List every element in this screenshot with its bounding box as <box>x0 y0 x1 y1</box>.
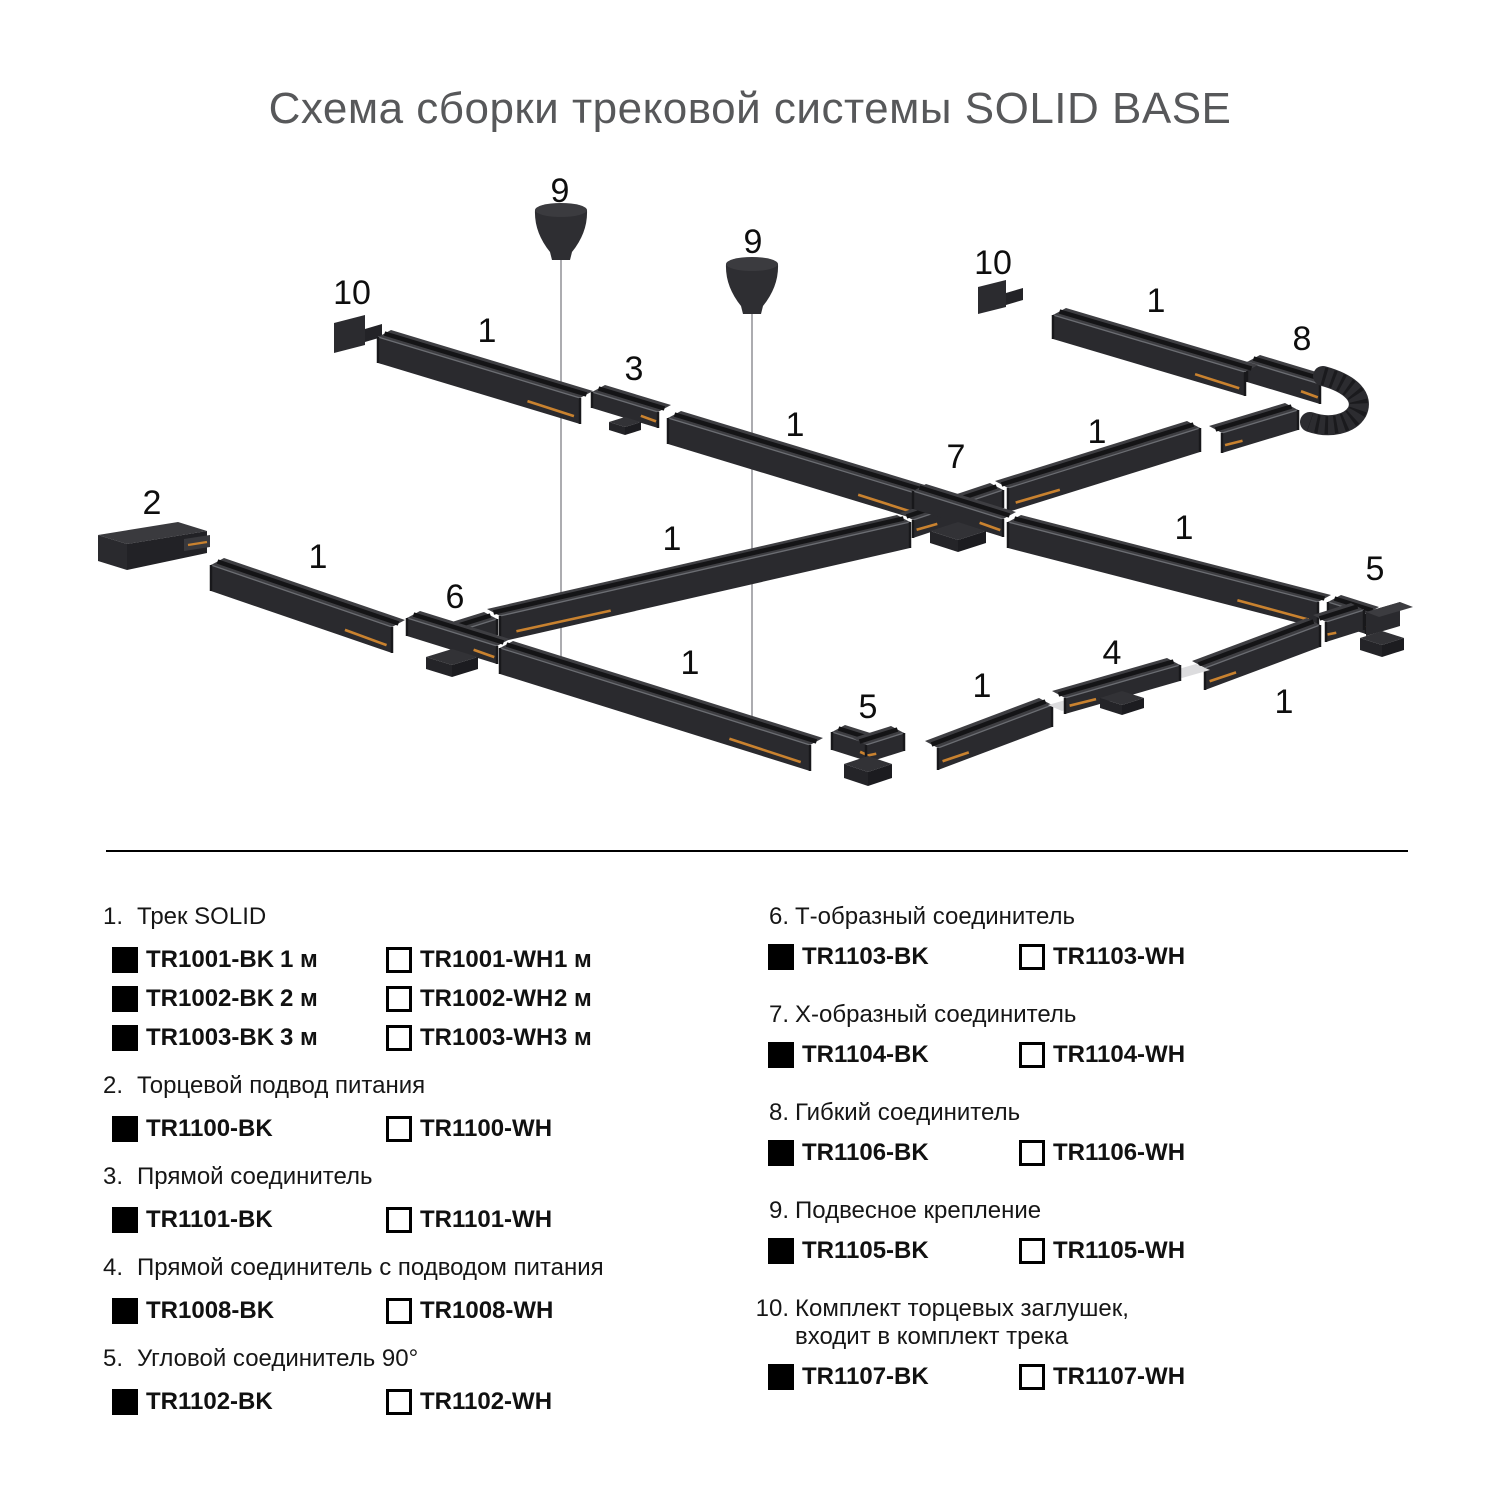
part-number: 7. <box>768 1001 789 1028</box>
product-code-bk: TR1001-BK <box>146 946 275 973</box>
part-heading <box>103 1254 723 1282</box>
color-swatch-white <box>386 986 412 1012</box>
color-swatch-white <box>386 1116 412 1142</box>
product-code-wh: TR1100-WH <box>420 1115 553 1142</box>
variant-row <box>750 1237 1430 1265</box>
part-item-6 <box>750 903 1430 971</box>
part-name-line2: входит в комплект трека <box>795 1323 1069 1350</box>
part-heading <box>750 903 1430 931</box>
product-code-wh: TR1107-WH <box>1053 1363 1186 1390</box>
variant-row <box>103 1388 723 1416</box>
color-swatch-black <box>112 1389 138 1415</box>
page-title: Схема сборки трековой системы SOLID BASE <box>268 84 1232 133</box>
product-code-wh: TR1104-WH <box>1053 1041 1186 1068</box>
diagram-part-number: 1 <box>477 312 497 350</box>
diagram-part-number: 10 <box>333 274 371 312</box>
variant-row <box>103 1297 723 1325</box>
color-swatch-black <box>112 1025 138 1051</box>
product-code-wh: TR1101-WH <box>420 1206 553 1233</box>
color-swatch-white <box>1019 1238 1045 1264</box>
color-swatch-white <box>386 1207 412 1233</box>
part-number: 9. <box>768 1197 789 1224</box>
color-swatch-black <box>768 944 794 970</box>
track-pieces <box>98 203 1413 786</box>
part-number: 4. <box>103 1254 124 1281</box>
part-heading <box>750 1099 1430 1127</box>
product-code-wh: TR1008-WH <box>420 1297 554 1324</box>
part-number: 10. <box>755 1295 789 1322</box>
color-swatch-black <box>112 1298 138 1324</box>
part-item-9 <box>750 1197 1430 1265</box>
part-heading <box>103 1163 723 1191</box>
part-heading <box>750 1001 1430 1029</box>
product-code-bk: TR1101-BK <box>146 1206 273 1233</box>
product-code-bk: TR1100-BK <box>146 1115 273 1142</box>
variant-row <box>103 946 723 974</box>
part-name-line1: Комплект торцевых заглушек, <box>795 1295 1129 1322</box>
product-code-bk: TR1107-BK <box>802 1363 929 1390</box>
part-name: Т-образный соединитель <box>795 903 1076 930</box>
diagram-part-number: 1 <box>1087 413 1107 451</box>
part-item-7 <box>750 1001 1430 1069</box>
part-heading <box>103 1345 723 1373</box>
color-swatch-black <box>768 1238 794 1264</box>
product-code-bk: TR1003-BK <box>146 1024 275 1051</box>
part-name: Угловой соединитель 90° <box>137 1345 419 1372</box>
diagram-part-number: 9 <box>550 172 570 210</box>
product-code-wh: TR1102-WH <box>420 1388 553 1415</box>
color-swatch-white <box>386 1389 412 1415</box>
part-number: 2. <box>103 1072 124 1099</box>
diagram-part-number: 1 <box>680 644 700 682</box>
diagram-part-number: 1 <box>972 667 992 705</box>
part-number: 1. <box>103 903 124 930</box>
part-name: Трек SOLID <box>137 903 267 930</box>
diagram-part-number: 2 <box>142 484 162 522</box>
color-swatch-white <box>1019 1042 1045 1068</box>
part-number: 5. <box>103 1345 124 1372</box>
product-code-wh: TR1002-WH <box>420 985 554 1012</box>
variant-row <box>750 943 1430 971</box>
diagram-part-number: 1 <box>662 520 682 558</box>
variant-row <box>750 1139 1430 1167</box>
diagram-part-number: 1 <box>308 538 328 576</box>
diagram-part-number: 1 <box>1274 683 1294 721</box>
part-heading <box>750 1197 1430 1225</box>
color-swatch-white <box>1019 1140 1045 1166</box>
color-swatch-white <box>386 1025 412 1051</box>
product-code-bk: TR1002-BK <box>146 985 275 1012</box>
color-swatch-white <box>386 1298 412 1324</box>
part-name: Прямой соединитель с подводом питания <box>137 1254 604 1281</box>
part-name: Подвесное крепление <box>795 1197 1042 1224</box>
diagram-part-number: 5 <box>1365 550 1385 588</box>
product-code-bk: TR1105-BK <box>802 1237 929 1264</box>
part-heading <box>103 1072 723 1100</box>
color-swatch-white <box>1019 944 1045 970</box>
parts-list-right <box>750 903 1430 1421</box>
diagram-part-number: 8 <box>1292 320 1312 358</box>
color-swatch-black <box>112 947 138 973</box>
track-length: 3 м <box>280 1024 318 1051</box>
diagram-part-number: 3 <box>624 350 644 388</box>
part-number: 6. <box>768 903 789 930</box>
diagram-part-number: 1 <box>1146 282 1166 320</box>
color-swatch-black <box>112 1116 138 1142</box>
diagram-part-number: 1 <box>1174 509 1194 547</box>
part-name: Гибкий соединитель <box>795 1099 1021 1126</box>
track-length: 1 м <box>280 946 318 973</box>
diagram-part-number: 10 <box>974 244 1012 282</box>
part-name: Торцевой подвод питания <box>137 1072 426 1099</box>
part-item-10 <box>750 1295 1430 1391</box>
color-swatch-black <box>768 1042 794 1068</box>
product-code-wh: TR1105-WH <box>1053 1237 1186 1264</box>
diagram-part-number: 7 <box>946 438 966 476</box>
variant-row <box>750 1041 1430 1069</box>
diagram-part-number: 5 <box>858 688 878 726</box>
part-item-5 <box>103 1345 723 1416</box>
part-name: Прямой соединитель <box>137 1163 373 1190</box>
color-swatch-black <box>112 986 138 1012</box>
variant-row <box>103 985 723 1013</box>
part-item-2 <box>103 1072 723 1143</box>
product-code-wh: TR1106-WH <box>1053 1139 1186 1166</box>
diagram-part-number: 4 <box>1102 634 1122 672</box>
variant-row <box>103 1115 723 1143</box>
product-code-bk: TR1008-BK <box>146 1297 275 1324</box>
part-item-1 <box>103 903 723 1052</box>
product-code-wh: TR1003-WH <box>420 1024 554 1051</box>
product-code-wh: TR1103-WH <box>1053 943 1186 970</box>
product-code-bk: TR1104-BK <box>802 1041 929 1068</box>
diagram-part-number: 9 <box>743 223 763 261</box>
diagram-part-number: 6 <box>445 578 465 616</box>
part-item-8 <box>750 1099 1430 1167</box>
assembly-diagram <box>80 160 1430 850</box>
pendant-wires <box>561 260 752 716</box>
diagram-part-number: 1 <box>785 406 805 444</box>
product-code-bk: TR1102-BK <box>146 1388 273 1415</box>
part-item-4 <box>103 1254 723 1325</box>
track-length: 2 м <box>554 985 592 1012</box>
color-swatch-black <box>768 1140 794 1166</box>
variant-row <box>103 1024 723 1052</box>
parts-list-left <box>103 903 723 1436</box>
part-name: Х-образный соединитель <box>795 1001 1077 1028</box>
product-code-wh: TR1001-WH <box>420 946 554 973</box>
variant-row <box>750 1363 1430 1391</box>
track-length: 3 м <box>554 1024 592 1051</box>
part-heading <box>750 1295 1430 1351</box>
track-length: 2 м <box>280 985 318 1012</box>
part-name <box>795 1295 1129 1351</box>
part-number: 8. <box>768 1099 789 1126</box>
color-swatch-black <box>112 1207 138 1233</box>
part-heading <box>103 903 723 931</box>
product-code-bk: TR1103-BK <box>802 943 929 970</box>
product-code-bk: TR1106-BK <box>802 1139 929 1166</box>
color-swatch-white <box>386 947 412 973</box>
track-length: 1 м <box>554 946 592 973</box>
part-number: 3. <box>103 1163 124 1190</box>
variant-row <box>103 1206 723 1234</box>
color-swatch-black <box>768 1364 794 1390</box>
part-item-3 <box>103 1163 723 1234</box>
divider-line <box>106 850 1408 852</box>
color-swatch-white <box>1019 1364 1045 1390</box>
